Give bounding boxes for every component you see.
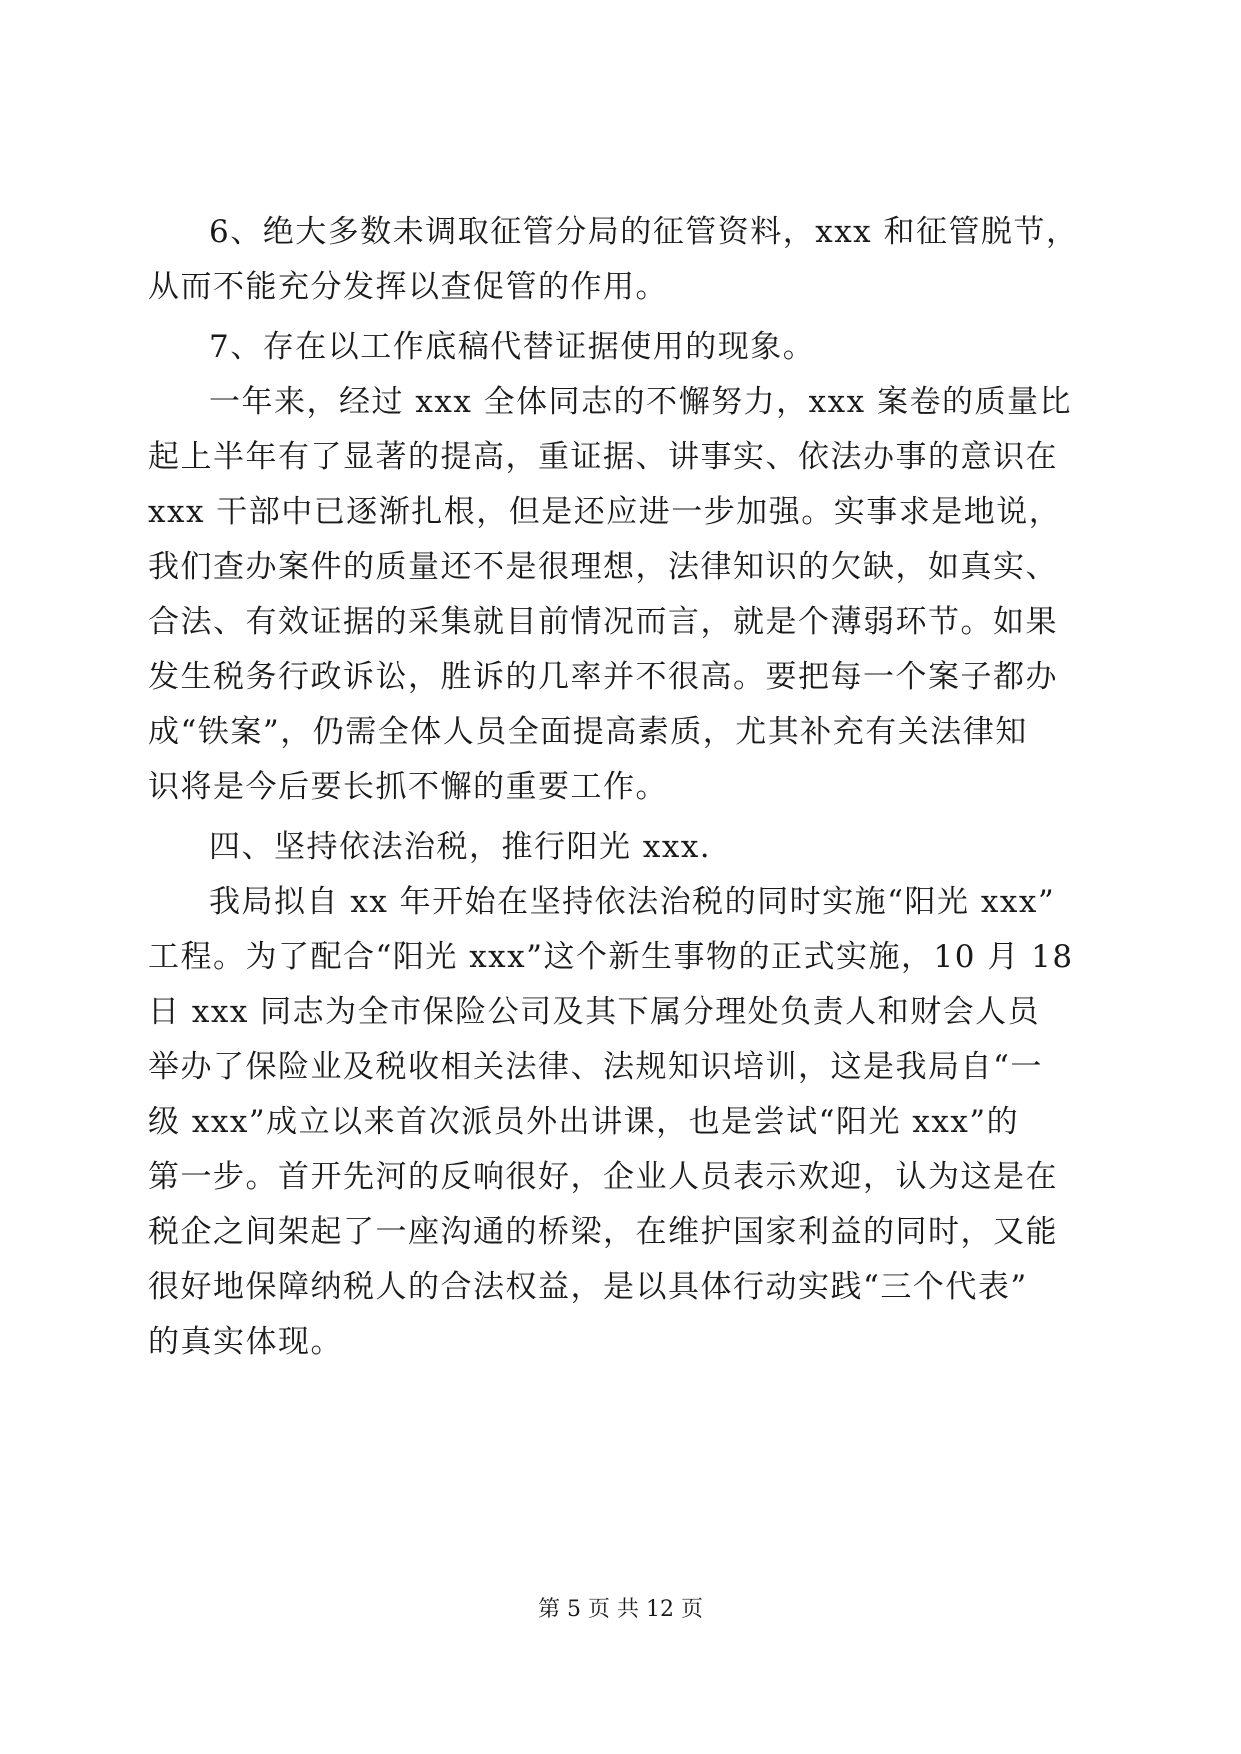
text-line: 举办了保险业及税收相关法律、法规知识培训，这是我局自“一 (148, 1049, 1043, 1085)
section-heading: 四、坚持依法治税，推行阳光 xxx. (209, 829, 712, 865)
text-line: 发生税务行政诉讼，胜诉的几率并不很高。要把每一个案子都办 (148, 659, 1058, 695)
text-line: 税企之间架起了一座沟通的桥梁，在维护国家利益的同时，又能 (148, 1214, 1058, 1250)
text-line: 级 xxx”成立以来首次派员外出讲课，也是尝试“阳光 xxx”的 (148, 1104, 1020, 1140)
text-line: 我局拟自 xx 年开始在坚持依法治税的同时实施“阳光 xxx” (209, 884, 1056, 920)
text-line: 7、存在以工作底稿代替证据使用的现象。 (209, 329, 816, 365)
text-line: 一年来，经过 xxx 全体同志的不懈努力，xxx 案卷的质量比 (209, 384, 1072, 420)
text-line: 第一步。首开先河的反响很好，企业人员表示欢迎，认为这是在 (148, 1159, 1058, 1195)
text-line: 成“铁案”，仍需全体人员全面提高素质，尤其补充有关法律知 (148, 714, 1028, 750)
text-line: 很好地保障纳税人的合法权益，是以具体行动实践“三个代表” (148, 1269, 1028, 1305)
text-line: 我们查办案件的质量还不是很理想，法律知识的欠缺，如真实、 (148, 549, 1058, 585)
text-line: 工程。为了配合“阳光 xxx”这个新生事物的正式实施，10 月 18 (148, 939, 1074, 975)
text-line: 从而不能充分发挥以查促管的作用。 (148, 269, 668, 305)
text-line: 起上半年有了显著的提高，重证据、讲事实、依法办事的意识在 (148, 439, 1058, 475)
text-line: 识将是今后要长抓不懈的重要工作。 (148, 769, 668, 805)
page-number-footer: 第 5 页 共 12 页 (538, 1597, 703, 1622)
text-line: 6、绝大多数未调取征管分局的征管资料，xxx 和征管脱节， (209, 214, 1079, 250)
text-line: xxx 干部中已逐渐扎根，但是还应进一步加强。实事求是地说， (148, 494, 1062, 530)
text-line: 合法、有效证据的采集就目前情况而言，就是个薄弱环节。如果 (148, 604, 1058, 640)
text-line: 的真实体现。 (148, 1324, 343, 1360)
text-line: 日 xxx 同志为全市保险公司及其下属分理处负责人和财会人员 (148, 994, 1041, 1030)
